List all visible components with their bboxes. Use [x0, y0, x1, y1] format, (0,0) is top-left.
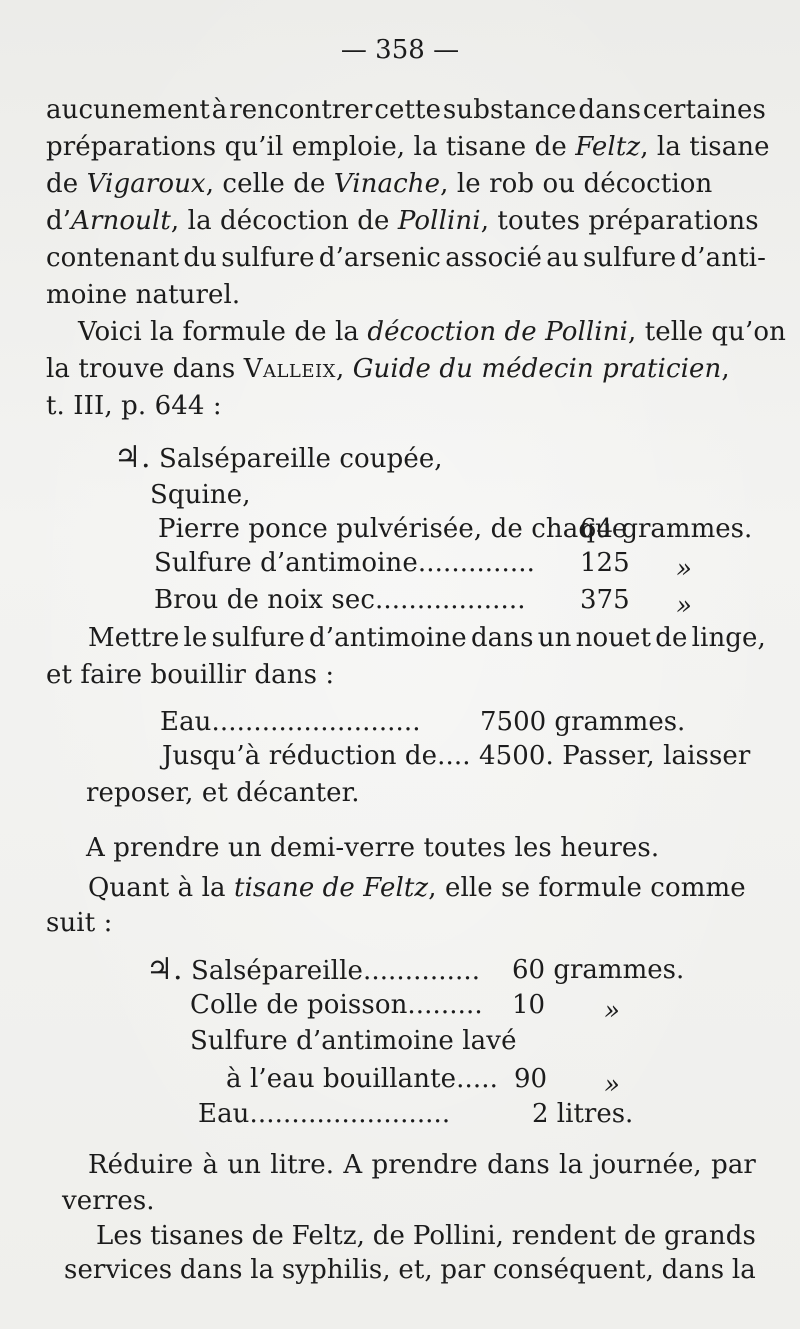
- word: services: [64, 1255, 173, 1285]
- word: certaines: [642, 95, 766, 125]
- word: par: [440, 1255, 486, 1285]
- word: aucunement: [46, 95, 210, 125]
- word: cette: [374, 95, 442, 125]
- text-line: Quant à la tisane de Feltz, elle se formule comme: [88, 873, 746, 903]
- recipe-value: 2 litres.: [532, 1099, 634, 1129]
- text-line: [46, 240, 766, 276]
- recipe-value: 125: [580, 548, 630, 578]
- text-line: d’Arnoult, la décoction de Pollini, toutes préparations: [46, 206, 759, 236]
- word: de: [624, 1221, 657, 1251]
- word: A: [343, 1150, 363, 1180]
- word: dans: [661, 1255, 725, 1285]
- word: sulfure: [221, 243, 315, 273]
- ditto-mark: »: [676, 591, 692, 621]
- recipe-value: 10: [512, 990, 546, 1020]
- word: dans: [470, 623, 534, 653]
- recipe-value: 60 grammes.: [512, 955, 685, 985]
- word: tisanes: [150, 1221, 244, 1251]
- text-line: Voici la formule de la décoction de Pollini, telle qu’on: [78, 317, 786, 347]
- word: grands: [664, 1221, 756, 1251]
- word: à: [211, 95, 228, 125]
- text-line: [64, 1252, 756, 1288]
- text-line: suit :: [46, 908, 113, 938]
- word: Feltz,: [291, 1221, 366, 1251]
- text-line: [88, 1147, 756, 1183]
- word: Réduire: [88, 1150, 194, 1180]
- text-line: moine naturel.: [46, 280, 241, 310]
- text-line: reposer, et décanter.: [86, 778, 360, 808]
- recipe-line: ♃. Salsépareille..............: [146, 952, 481, 987]
- word: Pollini,: [412, 1221, 504, 1251]
- text-line: verres.: [62, 1186, 155, 1216]
- text-line: t. III, p. 644 :: [46, 391, 222, 421]
- word: dans: [578, 95, 642, 125]
- recipe-value: 375: [580, 585, 630, 615]
- text-line: [88, 620, 766, 656]
- word: dans: [179, 1255, 243, 1285]
- word: rencontrer: [229, 95, 373, 125]
- word: conséquent,: [492, 1255, 654, 1285]
- word: prendre: [371, 1150, 478, 1180]
- text-line: de Vigaroux, celle de Vinache, le rob ou décoction: [46, 169, 713, 199]
- recipe-line: Squine,: [150, 480, 251, 510]
- word: et,: [398, 1255, 433, 1285]
- word: sulfure: [582, 243, 677, 273]
- word: syphilis,: [281, 1255, 391, 1285]
- recipe-value: 90: [514, 1064, 548, 1094]
- word: d’antimoine: [309, 623, 467, 653]
- word: nouet: [575, 623, 652, 653]
- recipe-line: Colle de poisson.........: [190, 990, 483, 1020]
- word: rendent: [511, 1221, 617, 1251]
- text-line: la trouve dans Valleix, Guide du médecin praticien,: [46, 354, 730, 384]
- recipe-line: Sulfure d’antimoine..............: [154, 548, 535, 578]
- word: de: [372, 1221, 406, 1251]
- word: dans: [487, 1150, 550, 1180]
- word: litre.: [270, 1150, 335, 1180]
- page-number: — 358 —: [340, 35, 460, 65]
- ditto-mark: »: [604, 1070, 620, 1100]
- recipe-value: 64 grammes.: [580, 514, 753, 544]
- word: à: [202, 1150, 219, 1180]
- recipe-line: Jusqu’à réduction de.... 4500. Passer, laisser: [162, 741, 751, 771]
- ditto-mark: »: [676, 554, 692, 584]
- recipe-line: Eau........................: [198, 1099, 451, 1129]
- word: sulfure: [211, 623, 305, 653]
- text-line: préparations qu’il emploie, la tisane de Feltz, la tisane: [46, 132, 770, 162]
- word: par: [711, 1150, 756, 1180]
- recipe-line: Sulfure d’antimoine lavé: [190, 1026, 517, 1056]
- recipe-line: ♃. Salsépareille coupée,: [114, 440, 443, 475]
- recipe-line: à l’eau bouillante.....: [226, 1064, 498, 1094]
- word: d’arsenic: [318, 243, 441, 273]
- ditto-mark: »: [604, 996, 620, 1026]
- word: Mettre: [88, 623, 180, 653]
- word: linge,: [691, 623, 766, 653]
- recipe-line: Brou de noix sec..................: [154, 585, 526, 615]
- word: contenant: [46, 243, 180, 273]
- word: la: [559, 1150, 584, 1180]
- jupiter-symbol: ♃.: [114, 440, 151, 475]
- word: la: [250, 1255, 275, 1285]
- word: la: [731, 1255, 756, 1285]
- word: un: [227, 1150, 262, 1180]
- word: de: [251, 1221, 284, 1251]
- text-line: [46, 92, 766, 128]
- word: du: [183, 243, 217, 273]
- word: associé: [445, 243, 542, 273]
- recipe-value: 7500 grammes.: [480, 707, 686, 737]
- word: d’anti-: [680, 243, 766, 273]
- text-line: [96, 1218, 756, 1254]
- word: le: [183, 623, 208, 653]
- word: au: [546, 243, 579, 273]
- text-line: A prendre un demi-verre toutes les heures.: [86, 833, 660, 863]
- text-line: et faire bouillir dans :: [46, 660, 335, 690]
- word: de: [655, 623, 688, 653]
- jupiter-symbol: ♃.: [146, 952, 183, 987]
- word: journée,: [592, 1150, 702, 1180]
- word: un: [537, 623, 572, 653]
- word: substance: [442, 95, 577, 125]
- word: Les: [96, 1221, 143, 1251]
- recipe-line: Pierre ponce pulvérisée, de chaque: [158, 514, 628, 544]
- recipe-line: Eau.........................: [160, 707, 421, 737]
